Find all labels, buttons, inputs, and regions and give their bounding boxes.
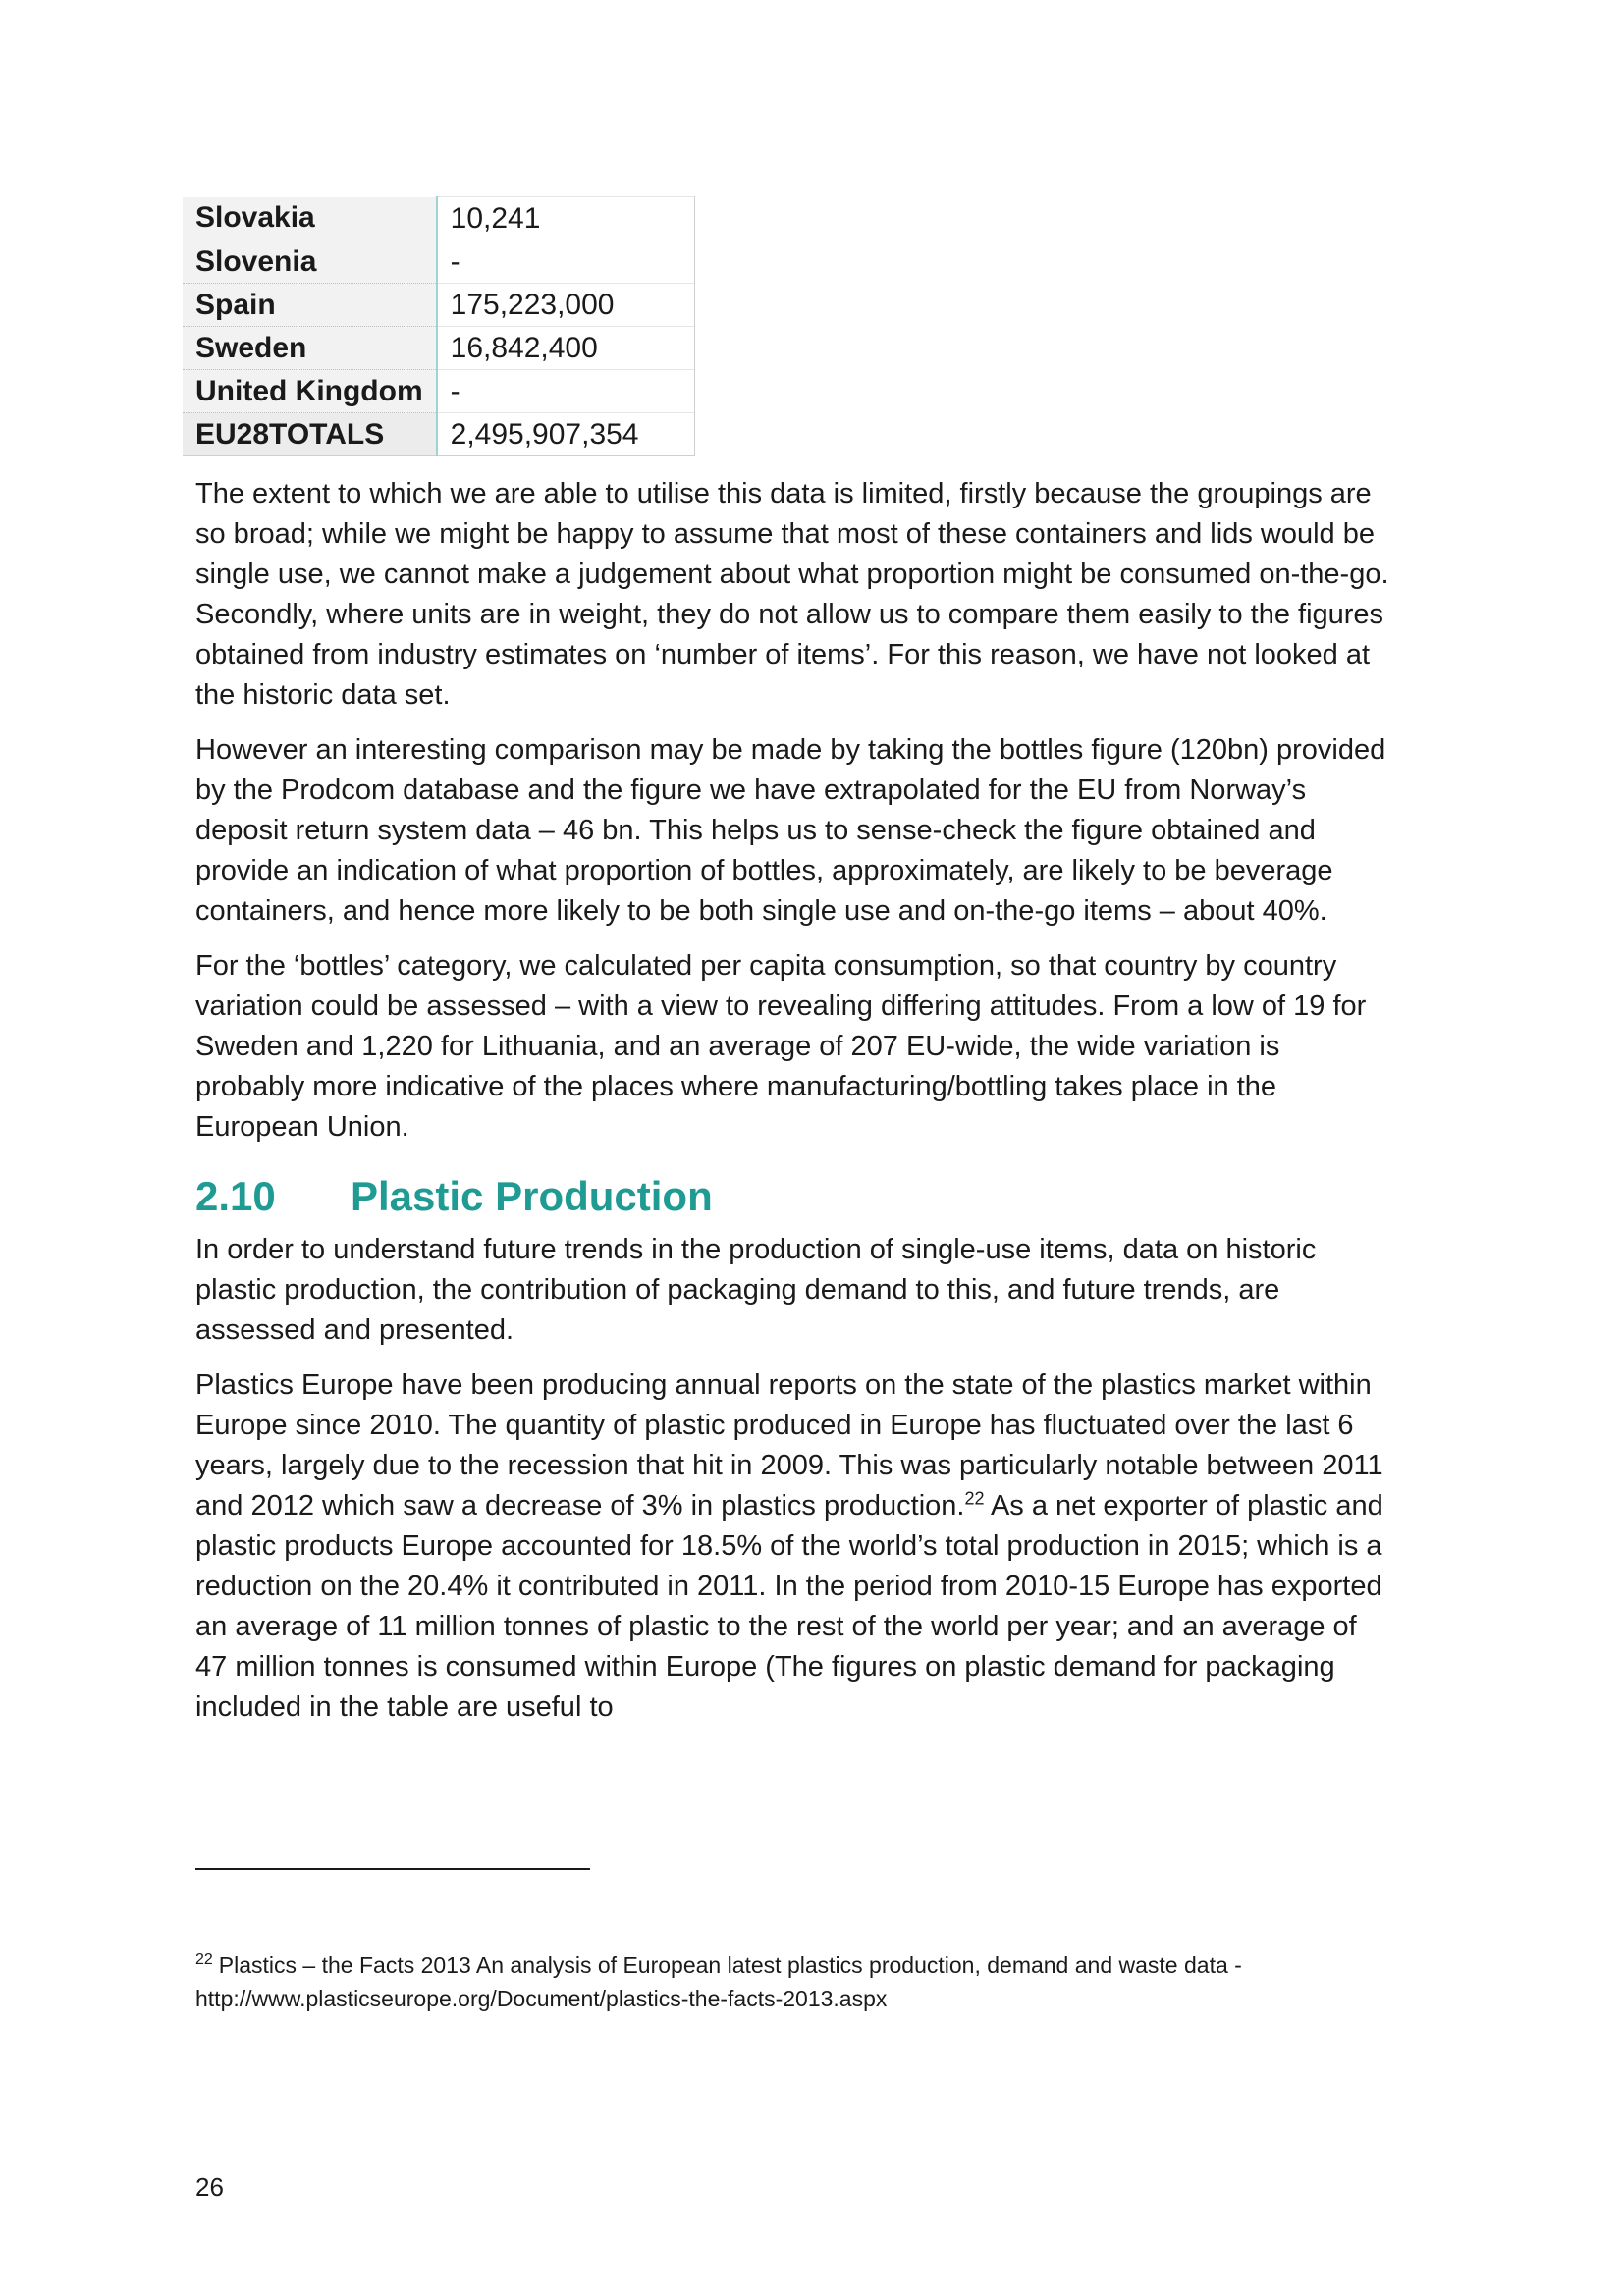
- section-title: Plastic Production: [351, 1173, 713, 1219]
- country-cell: Slovakia: [183, 197, 437, 240]
- table-total-row: [183, 413, 695, 456]
- paragraph-plastics-europe: [195, 1365, 1393, 1728]
- country-cell: Sweden: [183, 327, 437, 370]
- footnote-number: 22: [195, 1951, 213, 1969]
- section-number: 2.10: [195, 1173, 276, 1219]
- value-cell: 16,842,400: [437, 327, 695, 370]
- section-heading: [195, 1171, 1393, 1222]
- country-cell: Spain: [183, 284, 437, 327]
- paragraph-text-part: As a net exporter of plastic and plastic products Europe accounted for 18.5% of the world’s total production in 2015; which is a reduction on the 20.4% it contributed in 2011. In the period from 2010-15 Europe has exported an average of 11 million tonnes of plastic to the rest of the world per year; and an average of 47 million tonnes is consumed within Europe (The figures on plastic demand for packaging included in the table are useful to: [195, 1490, 1383, 1723]
- page-content: [195, 196, 1393, 1742]
- table-row: [183, 284, 695, 327]
- country-data-table: [183, 196, 695, 456]
- country-cell: United Kingdom: [183, 370, 437, 413]
- value-cell: -: [437, 370, 695, 413]
- footnote: [195, 1949, 1403, 2015]
- paragraph-bottles-comparison: However an interesting comparison may be made by taking the bottles figure (120bn) provided by the Prodcom database and the figure we have extrapolated for the EU from Norway’s deposit return system data – 46 bn. This helps us to sense-check the figure obtained and provide an indication of what proportion of bottles, approximately, are likely to be beverage containers, and hence more likely to be both single use and on-the-go items – about 40%.: [195, 734, 1386, 927]
- page-number: 26: [195, 2172, 224, 2202]
- value-cell: 175,223,000: [437, 284, 695, 327]
- country-cell: EU28TOTALS: [183, 413, 437, 456]
- footnote-reference[interactable]: 22: [964, 1488, 985, 1509]
- paragraph-plastic-intro: In order to understand future trends in the production of single-use items, data on historic plastic production, the contribution of packaging demand to this, and future trends, are assessed and presented.: [195, 1234, 1317, 1346]
- table-row: [183, 327, 695, 370]
- table-row: [183, 240, 695, 284]
- paragraph-text-part: Plastics Europe have been producing annual reports on the state of the plastics market within Europe since 2010. The quantity of plastic produced in Europe has fluctuated over the last 6 years, largely due to the recession that hit in 2009. This was particularly notable between 2011 and 2012 which saw a decrease of 3% in plastics production.: [195, 1369, 1383, 1522]
- footnote-text: Plastics – the Facts 2013 An analysis of European latest plastics production, demand and waste data - http://www.plasticseurope.org/Document/plastics-the-facts-2013.aspx: [195, 1952, 1242, 2011]
- paragraph-data-limitations: The extent to which we are able to utilise this data is limited, firstly because the groupings are so broad; while we might be happy to assume that most of these containers and lids would be single use, we cannot make a judgement about what proportion might be consumed on-the-go. Secondly, where units are in weight, they do not allow us to compare them easily to the figures obtained from industry estimates on ‘number of items’. For this reason, we have not looked at the historic data set.: [195, 478, 1389, 711]
- country-cell: Slovenia: [183, 240, 437, 284]
- value-cell: 10,241: [437, 197, 695, 240]
- footnote-divider: [195, 1868, 590, 1870]
- value-cell: -: [437, 240, 695, 284]
- value-cell: 2,495,907,354: [437, 413, 695, 456]
- paragraph-per-capita: For the ‘bottles’ category, we calculated per capita consumption, so that country by country variation could be assessed – with a view to revealing differing attitudes. From a low of 19 for Sweden and 1,220 for Lithuania, and an average of 207 EU-wide, the wide variation is probably more indicative of the places where manufacturing/bottling takes place in the European Union.: [195, 950, 1367, 1143]
- table-row: [183, 197, 695, 240]
- table-row: [183, 370, 695, 413]
